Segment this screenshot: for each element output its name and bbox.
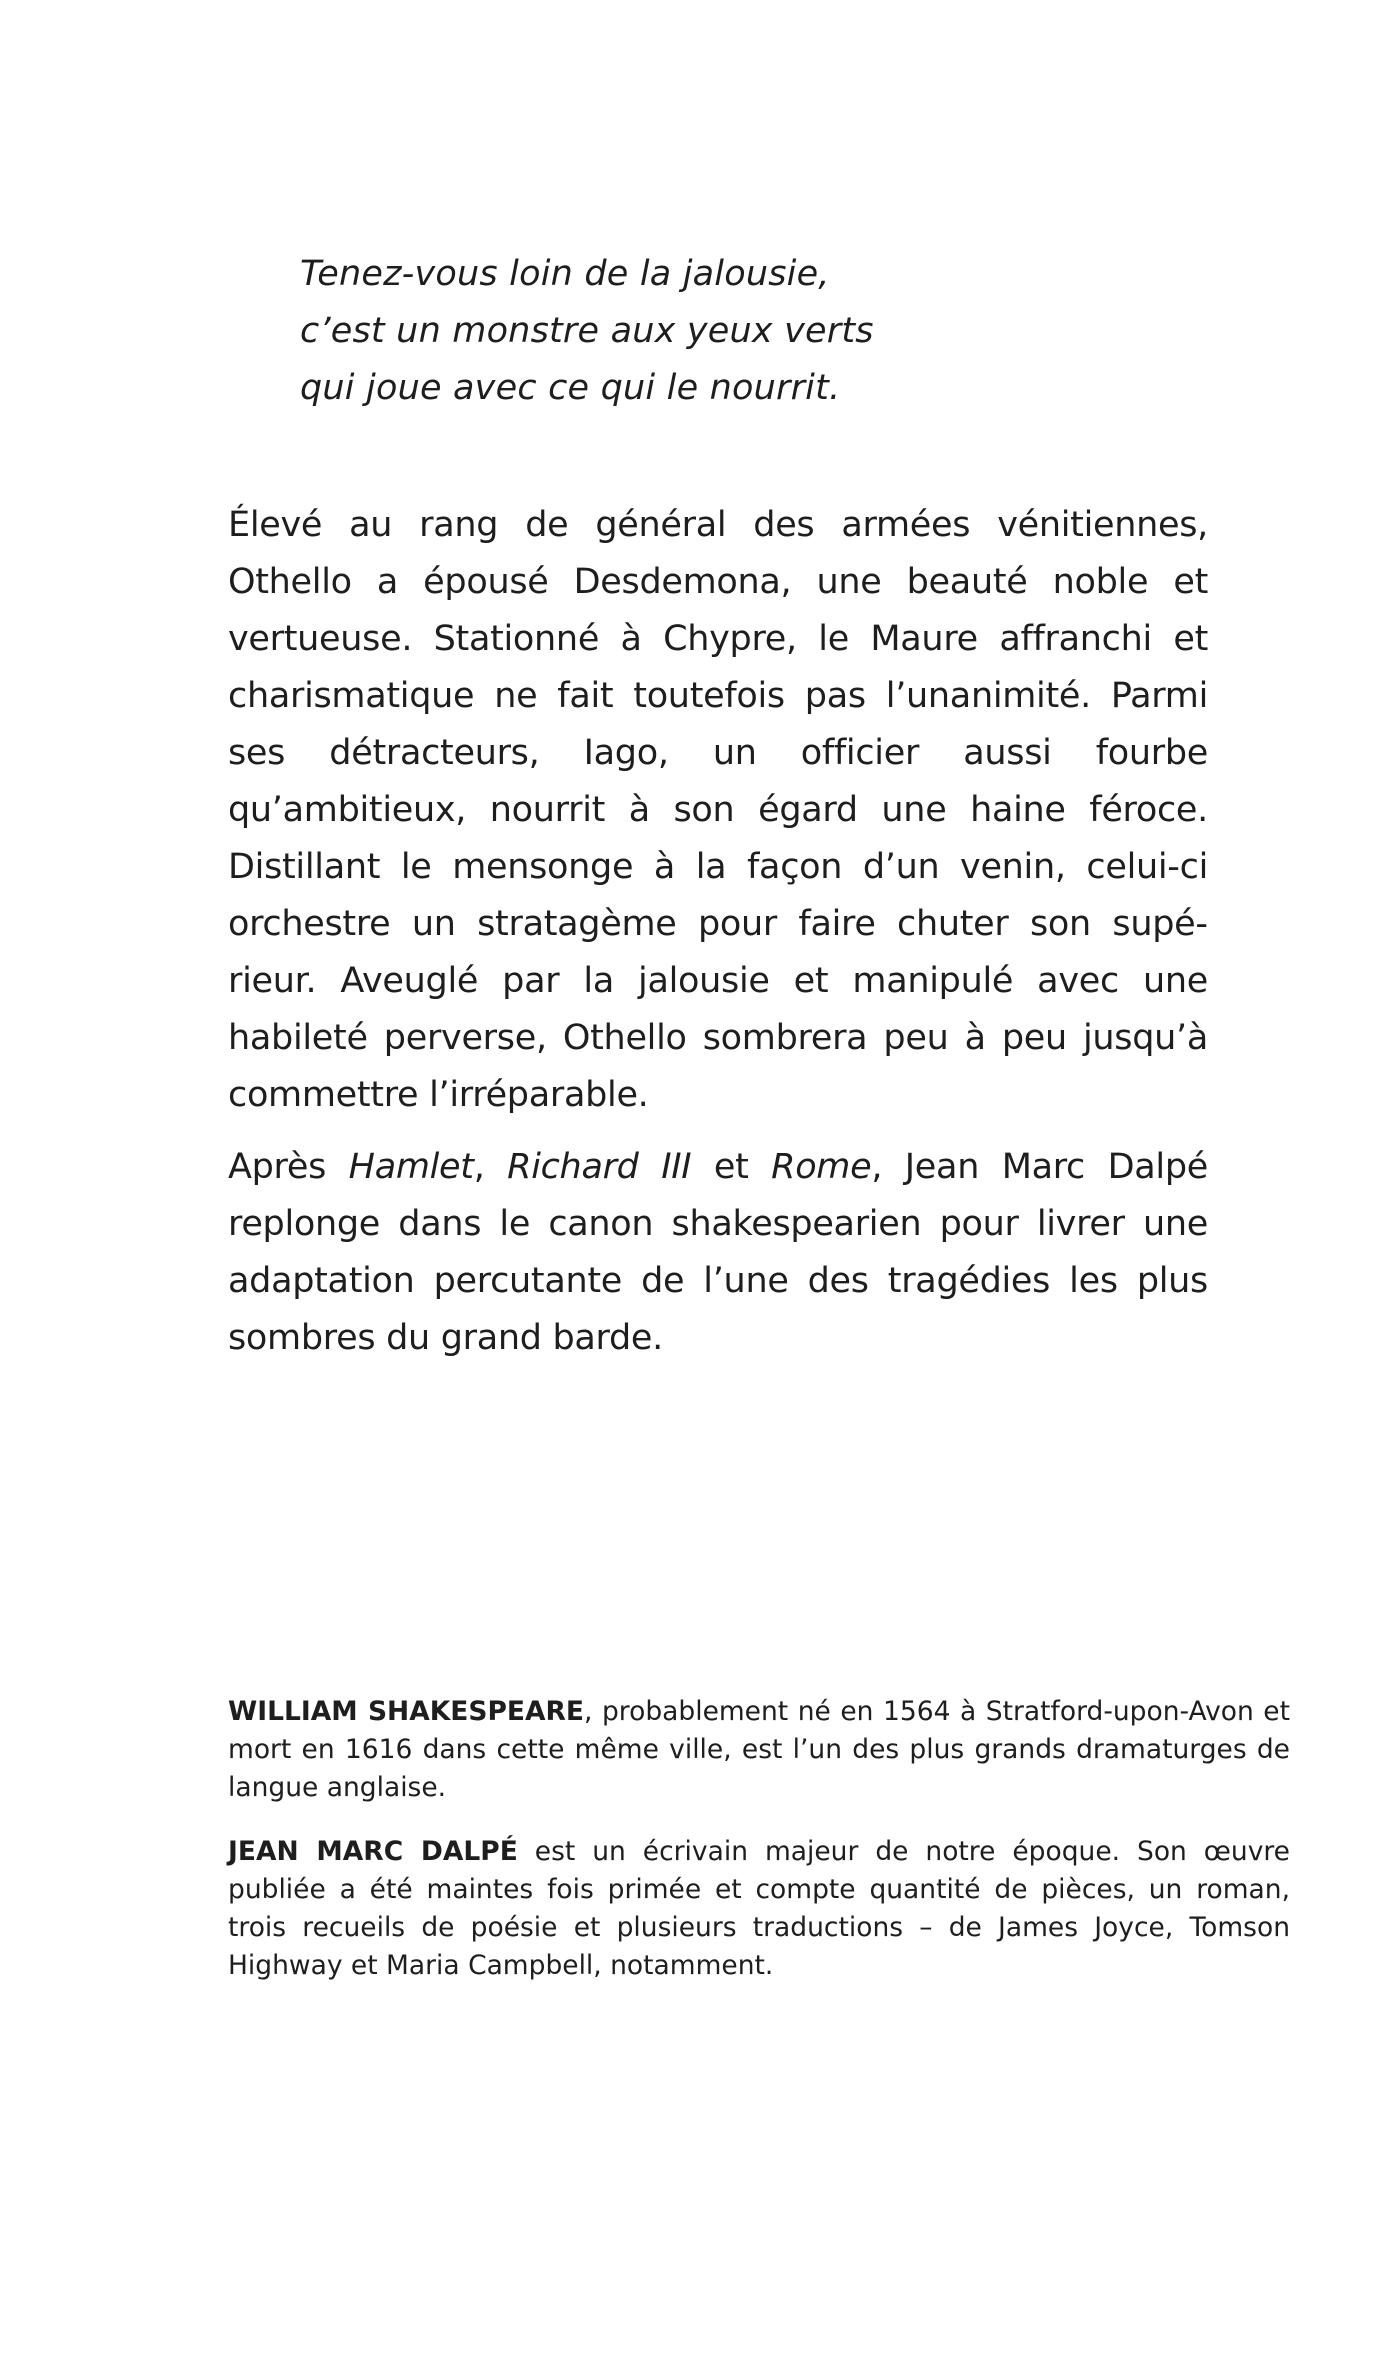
bio-dalpe-name: JEAN MARC DALPÉ: [228, 1836, 518, 1867]
book-blurb: [228, 497, 1208, 1367]
separator-2: et: [691, 1147, 772, 1187]
author-bios: [228, 1693, 1290, 1985]
title-hamlet: Hamlet: [348, 1147, 474, 1187]
adaptation-suffix: , Jean Marc Dalpé replonge dans le canon shakespearien pour livrer une adaptation percutante de l’une des tragédies les plus sombres du grand barde.: [228, 1147, 1208, 1358]
adaptation-paragraph: [228, 1139, 1208, 1367]
title-rome: Rome: [771, 1147, 872, 1187]
separator-1: ,: [473, 1147, 508, 1187]
bio-dalpe: [228, 1833, 1290, 1985]
epigraph-line-2: c’est un monstre aux yeux verts: [300, 311, 874, 351]
epigraph-quote: [300, 246, 1200, 417]
bio-shakespeare-name: WILLIAM SHAKESPEARE: [228, 1696, 584, 1727]
adaptation-prefix: Après: [228, 1147, 349, 1187]
bio-dalpe-text: est un écrivain majeur de notre époque. Son œuvre publiée a été maintes fois primée et compte quantité de pièces, un roman, trois recueils de poésie et plusieurs traductions – de James Joyce, Tomson Highway et Maria Campbell, notamment.: [228, 1836, 1290, 1981]
title-richard-iii: Richard III: [507, 1147, 692, 1187]
bio-shakespeare: [228, 1693, 1290, 1807]
epigraph-line-3: qui joue avec ce qui le nourrit.: [300, 368, 841, 408]
epigraph-line-1: Tenez-vous loin de la jalousie,: [300, 254, 830, 294]
bio-shakespeare-text: , probablement né en 1564 à Stratford-upon-Avon et mort en 1616 dans cette même ville, est l’un des plus grands dramaturges de langue anglaise.: [228, 1696, 1290, 1803]
synopsis-paragraph: Élevé au rang de général des armées vénitiennes, Othello a épousé Desdemona, une beauté noble et vertueuse. Stationné à Chypre, le Maure affranchi et charismatique ne fait toutefois pas l’unanimité. Parmi ses détracteurs, Iago, un officier aussi fourbe qu’ambitieux, nourrit à son égard une haine féroce. Distillant le mensonge à la façon d’un venin, celui-ci orchestre un stratagème pour faire chuter son supérieur. Aveuglé par la jalousie et manipulé avec une habileté perverse, Othello sombrera peu à peu jusqu’à commettre l’irréparable.: [228, 505, 1208, 1115]
